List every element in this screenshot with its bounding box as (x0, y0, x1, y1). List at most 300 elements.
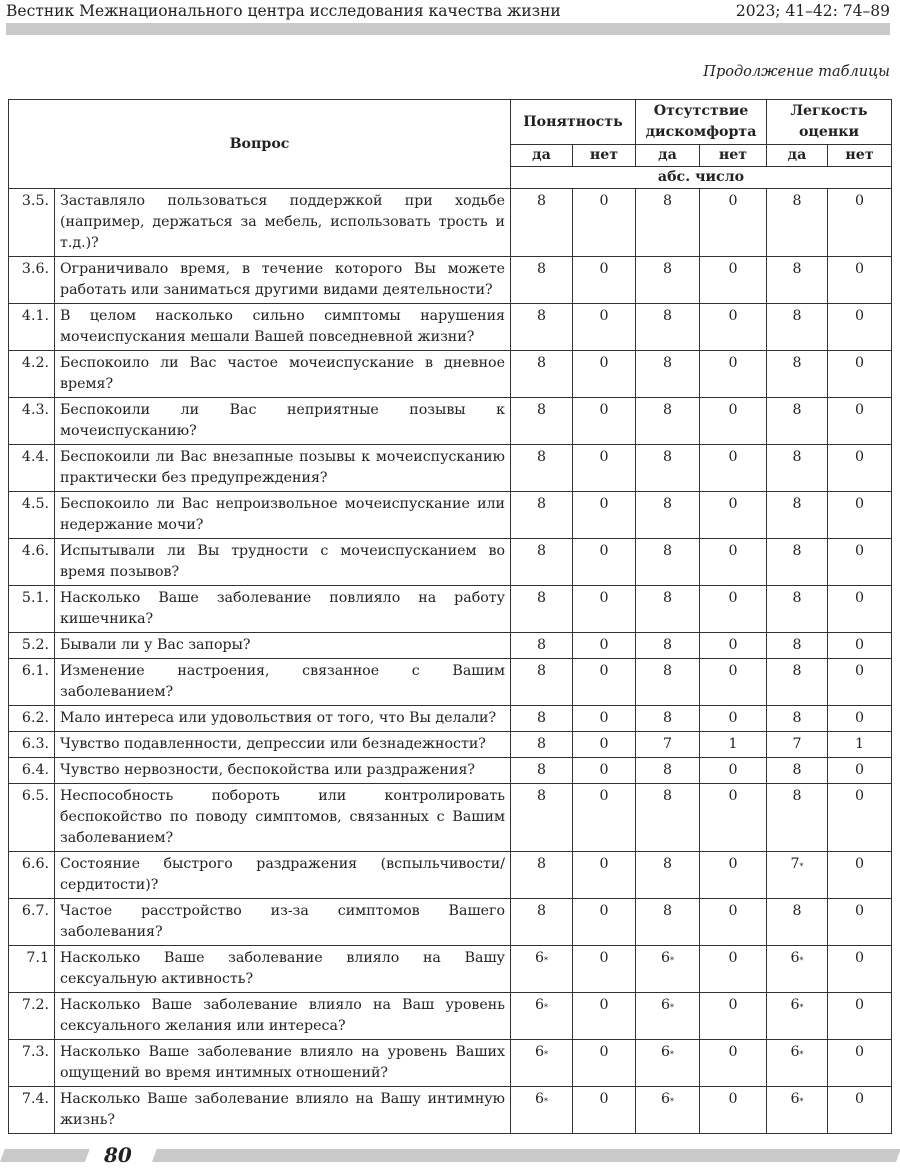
value-cell (573, 899, 636, 946)
value-number: 0 (728, 788, 738, 804)
value-cell (828, 1087, 892, 1134)
value-cell (700, 852, 767, 899)
question-text: Насколько Ваше заболевание влияло на Вашу интимную жизнь? (55, 1087, 511, 1134)
value-number: 6 (534, 950, 545, 966)
value-number: 0 (599, 193, 609, 209)
value-cell (573, 784, 636, 852)
question-number: 4.5. (9, 492, 55, 539)
value-number: 0 (728, 903, 738, 919)
value-cell (767, 189, 828, 257)
value-cell (573, 304, 636, 351)
value-cell (767, 899, 828, 946)
value-cell (636, 398, 700, 445)
value-number: 0 (599, 903, 609, 919)
value-cell (511, 732, 573, 758)
table-row (9, 993, 892, 1040)
value-number: 8 (662, 193, 673, 209)
value-number: 0 (854, 1044, 865, 1060)
value-cell (700, 351, 767, 398)
value-cell (636, 1040, 700, 1087)
table-row (9, 189, 892, 257)
value-number: 0 (854, 543, 865, 559)
value-number: 8 (792, 193, 802, 209)
value-cell (767, 445, 828, 492)
value-number: 0 (728, 856, 738, 872)
value-cell (511, 659, 573, 706)
value-number: 0 (854, 788, 865, 804)
header-no: нет (573, 145, 636, 167)
value-number: 8 (536, 856, 547, 872)
value-cell (511, 1087, 573, 1134)
value-number: 0 (728, 261, 738, 277)
value-number: 0 (728, 193, 738, 209)
value-number: 8 (792, 663, 802, 679)
value-cell (828, 784, 892, 852)
value-cell (767, 946, 828, 993)
value-cell (828, 946, 892, 993)
value-number: 8 (662, 496, 673, 512)
value-number: 0 (599, 950, 609, 966)
table-row (9, 732, 892, 758)
question-text: Беспокоили ли Вас неприятные позывы к мочеиспусканию? (55, 398, 511, 445)
value-cell (767, 1040, 828, 1087)
value-number: 0 (599, 1091, 609, 1107)
value-cell (636, 946, 700, 993)
value-number: 0 (854, 308, 865, 324)
table-row (9, 257, 892, 304)
running-header (6, 0, 890, 22)
footnote-asterisk: * (670, 1003, 675, 1012)
value-cell (700, 659, 767, 706)
value-number: 8 (792, 261, 802, 277)
header-comfort-line1: Отсутствие (653, 103, 749, 119)
value-cell (828, 1040, 892, 1087)
footnote-asterisk: * (544, 1097, 549, 1106)
value-number: 8 (536, 402, 547, 418)
value-cell (636, 758, 700, 784)
value-cell (828, 492, 892, 539)
value-cell (828, 257, 892, 304)
header-yes: да (511, 145, 573, 167)
value-cell (828, 852, 892, 899)
question-text: Заставляло пользоваться поддержкой при ходьбе (например, держаться за мебель, использовать трость и т.д.)? (55, 189, 511, 257)
table-body (9, 189, 892, 1134)
value-cell (511, 539, 573, 586)
value-number: 6 (790, 997, 800, 1013)
question-text: Ограничивало время, в течение которого Вы можете работать или заниматься другими видами деятельности? (55, 257, 511, 304)
value-number: 8 (536, 590, 547, 606)
value-number: 8 (536, 903, 547, 919)
value-number: 8 (662, 637, 673, 653)
question-text: Насколько Ваше заболевание влияло на Ваш уровень сексуального желания или интереса? (55, 993, 511, 1040)
value-number: 0 (599, 637, 609, 653)
value-number: 8 (536, 788, 547, 804)
value-number: 8 (536, 308, 547, 324)
value-cell (573, 732, 636, 758)
value-number: 0 (599, 308, 609, 324)
value-cell (700, 633, 767, 659)
value-number: 8 (792, 788, 802, 804)
value-number: 0 (599, 402, 609, 418)
header-comfort-line2: дискомфорта (645, 124, 757, 140)
value-number: 0 (599, 663, 609, 679)
header-yes: да (636, 145, 700, 167)
header-yes: да (767, 145, 828, 167)
question-number: 6.2. (9, 706, 55, 732)
value-cell (511, 351, 573, 398)
header-comfort (636, 100, 767, 145)
value-number: 8 (792, 903, 802, 919)
header-ease-line2: оценки (798, 124, 860, 140)
value-number: 0 (599, 856, 609, 872)
value-cell (636, 706, 700, 732)
value-number: 0 (599, 710, 609, 726)
table-row (9, 852, 892, 899)
value-number: 8 (662, 590, 673, 606)
value-cell (636, 257, 700, 304)
value-cell (636, 539, 700, 586)
value-number: 0 (728, 762, 738, 778)
value-cell (573, 492, 636, 539)
value-number: 0 (728, 449, 738, 465)
value-number: 6 (790, 1091, 800, 1107)
value-cell (828, 304, 892, 351)
value-cell (700, 946, 767, 993)
value-number: 8 (536, 710, 547, 726)
value-cell (511, 189, 573, 257)
question-number: 4.4. (9, 445, 55, 492)
value-number: 6 (534, 1044, 545, 1060)
question-number: 6.4. (9, 758, 55, 784)
value-cell (767, 398, 828, 445)
value-number: 0 (854, 637, 865, 653)
value-cell (700, 257, 767, 304)
value-cell (700, 445, 767, 492)
table-row (9, 899, 892, 946)
value-cell (700, 899, 767, 946)
value-number: 0 (599, 590, 609, 606)
question-text: Чувство нервозности, беспокойства или раздражения? (55, 758, 511, 784)
question-number: 6.5. (9, 784, 55, 852)
question-number: 7.2. (9, 993, 55, 1040)
value-cell (573, 1040, 636, 1087)
value-number: 0 (728, 663, 738, 679)
footnote-asterisk: * (799, 1097, 804, 1106)
value-number: 8 (792, 710, 802, 726)
question-text: Чувство подавленности, депрессии или безнадежности? (55, 732, 511, 758)
value-cell (700, 758, 767, 784)
value-cell (511, 586, 573, 633)
footnote-asterisk: * (544, 956, 549, 965)
value-cell (573, 189, 636, 257)
question-text: Частое расстройство из-за симптомов Вашего заболевания? (55, 899, 511, 946)
value-cell (573, 758, 636, 784)
value-cell (511, 257, 573, 304)
value-number: 0 (599, 1044, 609, 1060)
value-cell (767, 659, 828, 706)
value-number: 8 (662, 355, 673, 371)
value-cell (828, 586, 892, 633)
value-cell (767, 586, 828, 633)
header-unit: абс. число (511, 167, 892, 189)
question-text: Насколько Ваше заболевание влияло на Вашу сексуальную активность? (55, 946, 511, 993)
value-number: 7 (662, 736, 673, 752)
value-number: 8 (662, 449, 673, 465)
question-number: 3.6. (9, 257, 55, 304)
question-text: Мало интереса или удовольствия от того, что Вы делали? (55, 706, 511, 732)
value-cell (573, 445, 636, 492)
value-cell (767, 784, 828, 852)
value-cell (828, 398, 892, 445)
value-cell (511, 706, 573, 732)
value-cell (828, 659, 892, 706)
footnote-asterisk: * (670, 1097, 675, 1106)
value-cell (767, 257, 828, 304)
value-number: 0 (599, 762, 609, 778)
value-number: 8 (792, 637, 802, 653)
question-text: В целом насколько сильно симптомы нарушения мочеиспускания мешали Вашей повседневной жизни? (55, 304, 511, 351)
value-cell (636, 304, 700, 351)
question-text: Беспокоило ли Вас непроизвольное мочеиспускание или недержание мочи? (55, 492, 511, 539)
question-number: 7.1 (9, 946, 55, 993)
value-cell (700, 492, 767, 539)
value-number: 6 (790, 950, 800, 966)
value-cell (700, 398, 767, 445)
table-row (9, 758, 892, 784)
value-cell (511, 852, 573, 899)
value-number: 8 (536, 762, 547, 778)
header-no: нет (700, 145, 767, 167)
value-number: 8 (536, 736, 547, 752)
value-cell (700, 706, 767, 732)
table-row (9, 492, 892, 539)
question-text: Бывали ли у Вас запоры? (55, 633, 511, 659)
question-number: 4.1. (9, 304, 55, 351)
header-question: Вопрос (9, 100, 511, 189)
value-cell (511, 445, 573, 492)
value-cell (828, 993, 892, 1040)
value-cell (573, 398, 636, 445)
value-number: 6 (660, 1044, 671, 1060)
footnote-asterisk: * (799, 862, 804, 871)
value-cell (573, 351, 636, 398)
question-number: 4.2. (9, 351, 55, 398)
table-row (9, 633, 892, 659)
footnote-asterisk: * (799, 1050, 804, 1059)
value-number: 8 (662, 663, 673, 679)
value-cell (700, 586, 767, 633)
value-number: 8 (536, 449, 547, 465)
header-understanding: Понятность (511, 100, 636, 145)
value-cell (511, 304, 573, 351)
value-number: 0 (854, 856, 865, 872)
table-row (9, 351, 892, 398)
value-number: 0 (854, 449, 865, 465)
question-number: 4.3. (9, 398, 55, 445)
value-cell (511, 398, 573, 445)
value-number: 0 (599, 261, 609, 277)
value-number: 0 (599, 736, 609, 752)
value-cell (700, 784, 767, 852)
value-cell (828, 351, 892, 398)
value-cell (767, 852, 828, 899)
value-number: 0 (728, 1091, 738, 1107)
value-cell (573, 852, 636, 899)
value-number: 0 (728, 997, 738, 1013)
value-number: 8 (792, 355, 802, 371)
footnote-asterisk: * (799, 956, 804, 965)
question-number: 5.1. (9, 586, 55, 633)
question-number: 3.5. (9, 189, 55, 257)
value-number: 7 (790, 856, 800, 872)
value-cell (511, 946, 573, 993)
value-cell (767, 1087, 828, 1134)
value-number: 1 (854, 736, 865, 752)
value-number: 0 (599, 788, 609, 804)
value-number: 8 (792, 496, 802, 512)
value-number: 0 (854, 261, 865, 277)
value-cell (636, 993, 700, 1040)
table-row (9, 539, 892, 586)
table-row (9, 784, 892, 852)
value-number: 0 (599, 543, 609, 559)
footnote-asterisk: * (544, 1050, 549, 1059)
value-number: 6 (660, 997, 671, 1013)
value-number: 6 (660, 950, 671, 966)
footnote-asterisk: * (799, 1003, 804, 1012)
value-cell (573, 993, 636, 1040)
table-continuation-label: Продолжение таблицы (703, 64, 890, 80)
evaluation-table (8, 99, 892, 1134)
value-cell (767, 633, 828, 659)
value-cell (828, 633, 892, 659)
value-number: 8 (536, 496, 547, 512)
value-cell (767, 993, 828, 1040)
value-number: 0 (728, 950, 738, 966)
value-cell (636, 633, 700, 659)
table-row (9, 946, 892, 993)
value-number: 8 (792, 449, 802, 465)
value-number: 1 (728, 736, 738, 752)
table-row (9, 445, 892, 492)
value-cell (636, 586, 700, 633)
value-cell (573, 1087, 636, 1134)
value-number: 8 (536, 543, 547, 559)
footnote-asterisk: * (670, 956, 675, 965)
value-number: 0 (854, 950, 865, 966)
value-cell (828, 539, 892, 586)
value-number: 0 (599, 355, 609, 371)
value-cell (767, 539, 828, 586)
header-rule (6, 23, 890, 35)
value-number: 0 (728, 543, 738, 559)
question-text: Насколько Ваше заболевание повлияло на работу кишечника? (55, 586, 511, 633)
value-cell (700, 993, 767, 1040)
value-number: 8 (792, 543, 802, 559)
value-cell (700, 539, 767, 586)
value-cell (767, 732, 828, 758)
value-number: 0 (728, 402, 738, 418)
question-text: Беспокоили ли Вас внезапные позывы к мочеиспусканию практически без предупреждения? (55, 445, 511, 492)
value-number: 6 (534, 1091, 545, 1107)
value-number: 8 (536, 261, 547, 277)
question-text: Состояние быстрого раздражения (вспыльчивости/сердитости)? (55, 852, 511, 899)
value-number: 0 (854, 590, 865, 606)
footnote-asterisk: * (670, 1050, 675, 1059)
value-cell (636, 784, 700, 852)
value-cell (636, 189, 700, 257)
value-number: 0 (854, 710, 865, 726)
value-number: 0 (728, 590, 738, 606)
value-cell (636, 732, 700, 758)
value-cell (636, 351, 700, 398)
value-cell (573, 257, 636, 304)
footer-rule-right (152, 1149, 900, 1162)
value-cell (828, 899, 892, 946)
value-cell (573, 539, 636, 586)
value-number: 8 (662, 402, 673, 418)
value-cell (511, 784, 573, 852)
value-number: 0 (854, 355, 865, 371)
value-number: 8 (536, 637, 547, 653)
page-number: 80 (104, 1143, 132, 1167)
header-ease-line1: Легкость (790, 103, 868, 119)
value-number: 8 (662, 762, 673, 778)
value-number: 0 (728, 308, 738, 324)
value-number: 0 (854, 663, 865, 679)
value-number: 6 (790, 1044, 800, 1060)
header-no: нет (828, 145, 892, 167)
journal-citation: 2023; 41–42: 74–89 (735, 2, 890, 20)
value-cell (636, 1087, 700, 1134)
question-number: 6.1. (9, 659, 55, 706)
value-cell (636, 899, 700, 946)
value-number: 0 (854, 193, 865, 209)
question-number: 4.6. (9, 539, 55, 586)
value-number: 0 (728, 496, 738, 512)
value-number: 0 (728, 1044, 738, 1060)
value-number: 8 (662, 261, 673, 277)
question-number: 6.6. (9, 852, 55, 899)
value-number: 0 (854, 762, 865, 778)
question-text: Испытывали ли Вы трудности с мочеиспусканием во время позывов? (55, 539, 511, 586)
value-number: 8 (536, 663, 547, 679)
question-number: 6.7. (9, 899, 55, 946)
value-cell (511, 633, 573, 659)
table-row (9, 586, 892, 633)
value-number: 0 (854, 402, 865, 418)
footnote-asterisk: * (544, 1003, 549, 1012)
value-cell (511, 899, 573, 946)
table-row (9, 304, 892, 351)
value-cell (828, 732, 892, 758)
value-cell (767, 758, 828, 784)
value-cell (767, 492, 828, 539)
value-number: 8 (662, 903, 673, 919)
value-cell (511, 492, 573, 539)
table-row (9, 1087, 892, 1134)
value-number: 0 (854, 903, 865, 919)
value-cell (767, 706, 828, 732)
value-cell (828, 758, 892, 784)
value-number: 0 (599, 997, 609, 1013)
value-number: 0 (599, 496, 609, 512)
footer-rule-left (0, 1149, 90, 1162)
value-cell (511, 993, 573, 1040)
value-number: 8 (536, 193, 547, 209)
value-number: 8 (662, 710, 673, 726)
table-row (9, 398, 892, 445)
